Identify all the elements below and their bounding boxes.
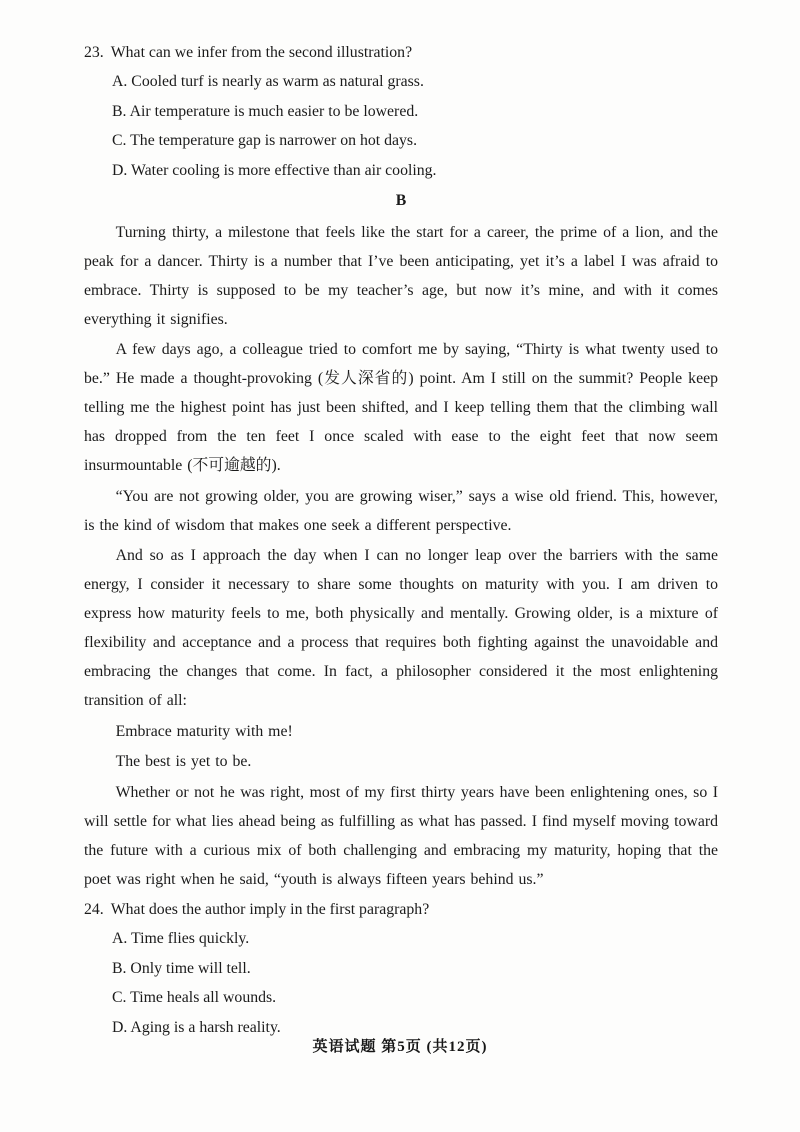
passage-paragraph-3: “You are not growing older, you are growing wiser,” says a wise old friend. This, however, is the kind of wisdom that makes one seek a different perspective. xyxy=(84,487,718,534)
question-23-prompt: What can we infer from the second illustration? xyxy=(110,44,413,61)
question-23 xyxy=(84,38,718,185)
question-23-option-a: A. Cooled turf is nearly as warm as natural grass. xyxy=(112,73,424,90)
passage-paragraph-6: The best is yet to be. xyxy=(115,753,252,770)
question-24-line xyxy=(84,895,718,924)
question-23-option-c: C. The temperature gap is narrower on hot days. xyxy=(112,132,418,149)
page-footer: 英语试题 第5页 (共12页) xyxy=(312,1039,488,1055)
question-23-number: 23. xyxy=(84,44,104,61)
passage-paragraph-1: Turning thirty, a milestone that feels like the start for a career, the prime of a lion, and the peak for a dancer. Thirty is a number that I’ve been anticipating, yet it’s a label I was afraid to embrace. Thirty is supposed to be my teacher’s age, but now it’s mine, and with it comes everything it signifies. xyxy=(84,223,718,328)
question-24-option-d: D. Aging is a harsh reality. xyxy=(112,1018,281,1036)
question-23-option-b: B. Air temperature is much easier to be lowered. xyxy=(112,102,419,120)
question-24-option-a: A. Time flies quickly. xyxy=(112,930,250,947)
passage-section-label: B xyxy=(395,192,407,209)
passage-paragraph-7: Whether or not he was right, most of my first thirty years have been enlightening ones, so I will settle for what lies ahead being as fulfilling as what has passed. I find myself moving toward the future with a curious mix of both challenging and embracing my maturity, hoping that the poet was right when he said, “youth is always fifteen years behind us.” xyxy=(84,783,718,888)
question-24-prompt: What does the author imply in the first paragraph? xyxy=(110,901,430,918)
passage-paragraph-5: Embrace maturity with me! xyxy=(115,722,293,740)
question-23-line xyxy=(84,38,718,67)
question-23-option-d: D. Water cooling is more effective than air cooling. xyxy=(112,161,437,179)
question-24 xyxy=(84,895,718,1042)
question-24-option-c: C. Time heals all wounds. xyxy=(112,989,277,1006)
passage-paragraph-2: A few days ago, a colleague tried to comfort me by saying, “Thirty is what twenty used to be.” He made a thought-provoking (发人深省的) point. Am I still on the summit? People keep telling me the highest point has just been shifted, and I keep telling them that the climbing wall has dropped from the ten feet I once scaled with ease to the eight feet that now seem insurmountable (不可逾越的). xyxy=(84,341,718,474)
question-24-option-b: B. Only time will tell. xyxy=(112,959,251,977)
question-24-number: 24. xyxy=(84,901,104,918)
passage-paragraph-4: And so as I approach the day when I can no longer leap over the barriers with the same energy, I consider it necessary to share some thoughts on maturity with you. I am driven to express how maturity feels to me, both physically and mentally. Growing older, is a mixture of flexibility and acceptance and a process that requires both fighting against the unavoidable and embracing the changes that come. In fact, a philosopher considered it the most enlightening transition of all: xyxy=(84,547,718,709)
